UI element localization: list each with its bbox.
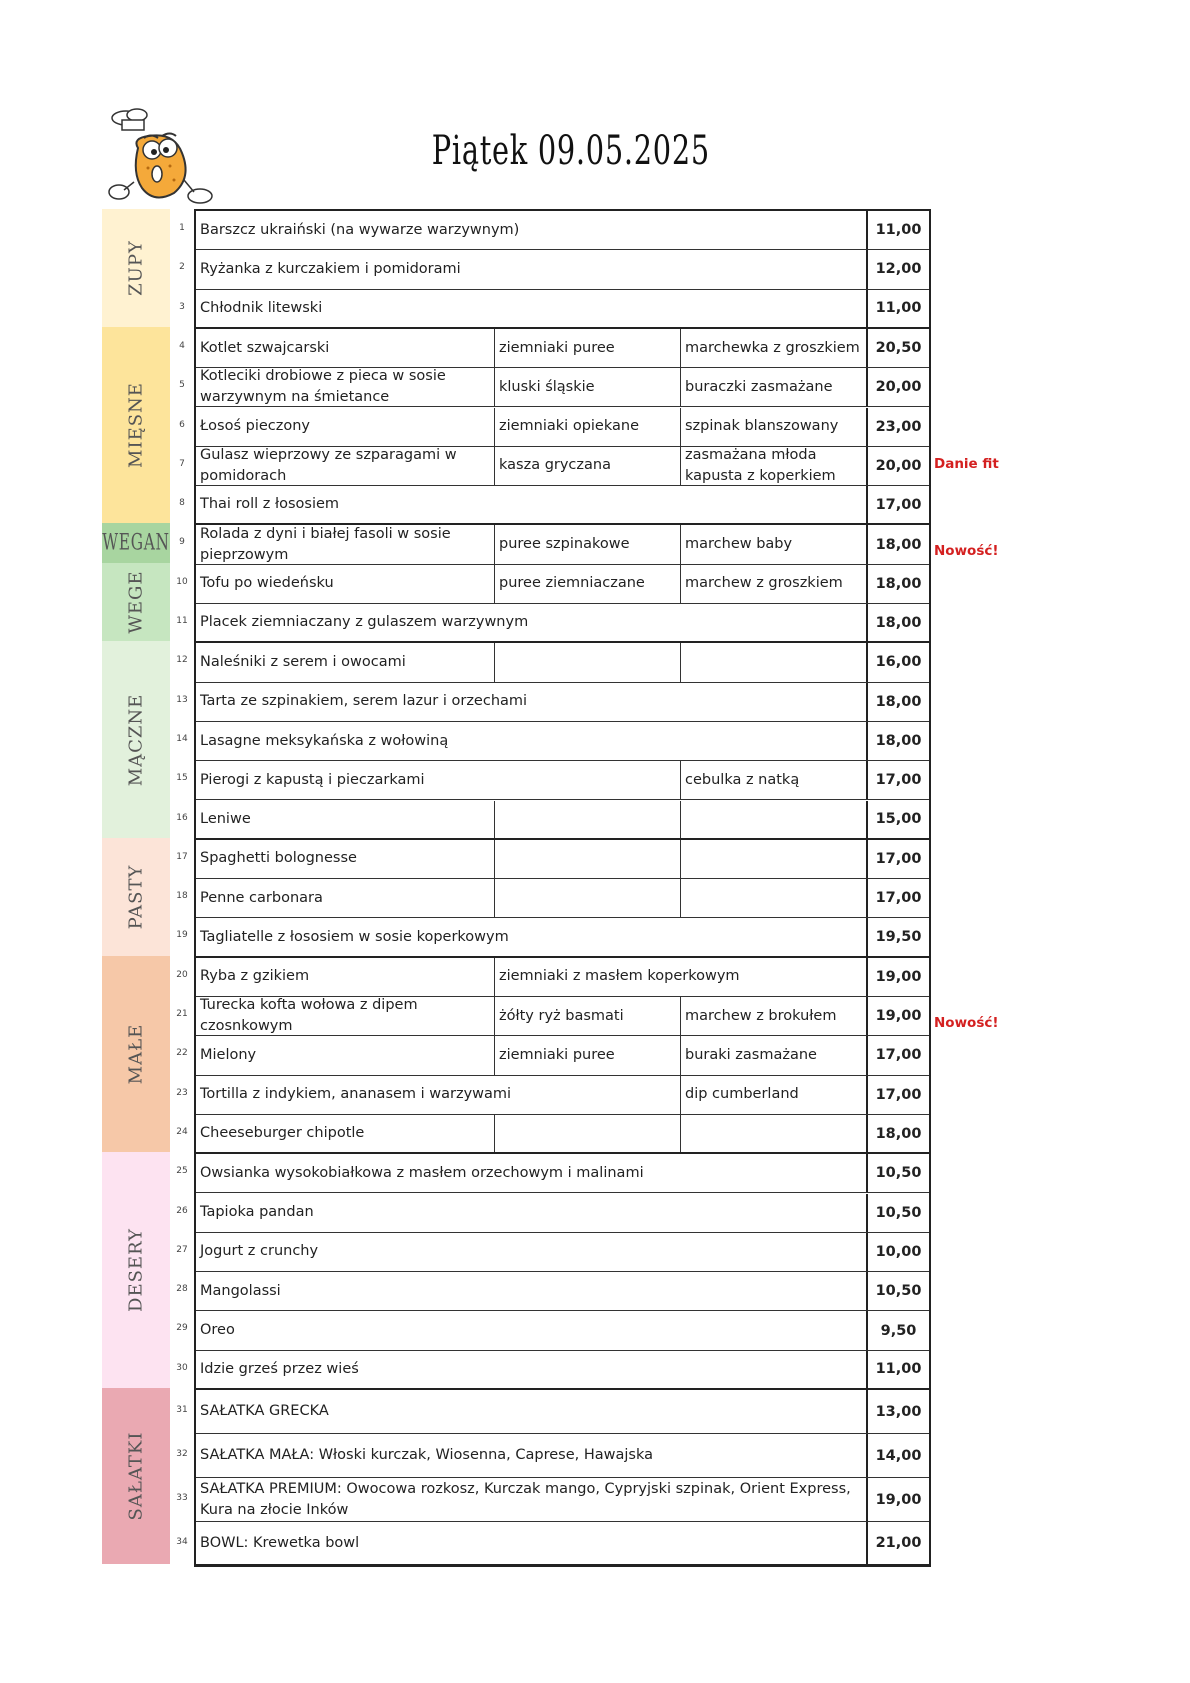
category-label: ZUPY: [125, 240, 147, 296]
category-band: [102, 327, 170, 524]
row-number: 5: [179, 380, 185, 391]
category-label: MĄCZNE: [125, 693, 147, 786]
side-dish-1: [494, 801, 680, 838]
row-number: 3: [179, 301, 185, 312]
side-dish-2: szpinak blanszowany: [680, 408, 866, 446]
row-number: 12: [176, 655, 188, 666]
dish-name: Idzie grześ przez wieś: [200, 1360, 359, 1377]
row-number: 8: [179, 498, 185, 509]
table-row: [196, 1434, 929, 1478]
category-band: [102, 838, 170, 956]
category-label: WEGE: [125, 570, 147, 634]
menu-table: [194, 209, 931, 1567]
category-label: SAŁATKI: [125, 1431, 147, 1521]
dish-name: Tortilla z indykiem, ananasem i warzywami: [200, 1086, 512, 1103]
category-label: MIĘSNE: [125, 382, 147, 469]
table-row: [196, 1076, 929, 1115]
dish-price: 13,00: [866, 1390, 929, 1433]
side-dish-2: marchewka z groszkiem: [680, 329, 866, 367]
note-badge: Danie fit: [934, 455, 999, 472]
category-band: [102, 1152, 170, 1388]
dish-name: Naleśniki z serem i owocami: [200, 653, 406, 670]
dish-name: Tofu po wiedeńsku: [200, 575, 334, 592]
dish-price: 20,50: [866, 329, 929, 367]
dish-price: 19,00: [866, 997, 929, 1035]
row-number: 13: [176, 694, 188, 705]
dish-price: 20,00: [866, 368, 929, 406]
side-dish-1: ziemniaki puree: [494, 329, 680, 367]
dish-name: BOWL: Krewetka bowl: [200, 1534, 360, 1551]
dish-price: 16,00: [866, 643, 929, 681]
dish-price: 14,00: [866, 1434, 929, 1477]
table-row: [196, 1036, 929, 1075]
dish-name: Łosoś pieczony: [200, 418, 310, 435]
table-row: [196, 722, 929, 761]
table-row: [196, 1233, 929, 1272]
note-badge: Nowość!: [934, 1015, 999, 1031]
row-number: 1: [179, 223, 185, 233]
table-row: [196, 604, 929, 643]
side-dish-1: kluski śląskie: [494, 368, 680, 406]
dish-name: Owsianka wysokobiałkowa z masłem orzechowym i malinami: [200, 1164, 644, 1181]
dish-name: Leniwe: [200, 810, 251, 827]
side-dish-2: [680, 1115, 866, 1152]
row-number: 4: [179, 340, 185, 351]
table-row: [196, 1272, 929, 1311]
dish-name: Pierogi z kapustą i pieczarkami: [200, 771, 425, 788]
dish-name: Tarta ze szpinakiem, serem lazur i orzechami: [200, 693, 528, 710]
side-dish-2: cebulka z natką: [680, 761, 866, 799]
table-row: [196, 329, 929, 368]
side-dish-2: [680, 801, 866, 838]
side-dish-2: marchew z groszkiem: [680, 565, 866, 603]
row-number: 28: [176, 1284, 188, 1295]
row-number: 24: [176, 1126, 188, 1137]
category-label: PASTY: [125, 864, 147, 930]
table-row: [196, 997, 929, 1036]
dish-name: Tagliatelle z łososiem w sosie koperkowym: [200, 928, 509, 945]
table-row: [196, 1478, 929, 1522]
row-number: 2: [179, 262, 185, 273]
dish-price: 19,00: [866, 1478, 929, 1521]
row-number: 22: [176, 1048, 188, 1059]
row-number: 11: [176, 616, 188, 626]
row-number: 27: [176, 1244, 188, 1255]
row-number: 30: [176, 1362, 188, 1373]
row-number: 7: [179, 458, 185, 469]
side-dish-1: ziemniaki z masłem koperkowym: [494, 958, 866, 996]
dish-name: Chłodnik litewski: [200, 299, 323, 316]
row-number: 17: [176, 851, 188, 862]
side-dish-1: puree szpinakowe: [494, 525, 680, 563]
row-number: 14: [176, 733, 188, 744]
row-number: 6: [179, 419, 185, 430]
dish-price: 10,50: [866, 1154, 929, 1192]
category-label: DESERY: [125, 1228, 147, 1313]
category-band: [102, 209, 170, 327]
category-band: [102, 563, 170, 642]
table-row: [196, 1522, 929, 1566]
dish-name: Mangolassi: [200, 1282, 281, 1299]
side-dish-1: ziemniaki puree: [494, 1036, 680, 1074]
dish-name: Turecka kofta wołowa z dipem czosnkowym: [200, 997, 418, 1035]
side-dish-2: dip cumberland: [680, 1076, 866, 1114]
side-dish-1: kasza gryczana: [494, 447, 680, 485]
dish-name: Penne carbonara: [200, 889, 323, 906]
side-dish-1: żółty ryż basmati: [494, 997, 680, 1035]
dish-price: 18,00: [866, 565, 929, 603]
table-row: [196, 1351, 929, 1390]
table-row: [196, 408, 929, 447]
row-number: 21: [176, 1009, 188, 1019]
dish-name: Thai roll z łososiem: [200, 496, 340, 513]
category-band: [102, 641, 170, 838]
dish-price: 18,00: [866, 683, 929, 721]
side-dish-2: [680, 840, 866, 878]
dish-price: 10,50: [866, 1194, 929, 1232]
dish-price: 17,00: [866, 761, 929, 799]
table-row: [196, 211, 929, 250]
side-dish-2: zasmażana młoda kapusta z koperkiem: [680, 447, 866, 485]
dish-name: Rolada z dyni i białej fasoli w sosie pieprzowym: [200, 525, 451, 563]
table-row: [196, 447, 929, 486]
row-number: 29: [176, 1323, 188, 1334]
dish-price: 10,50: [866, 1272, 929, 1310]
dish-price: 11,00: [866, 290, 929, 327]
dish-price: 19,50: [866, 918, 929, 955]
dish-price: 18,00: [866, 604, 929, 641]
dish-name: Barszcz ukraiński (na wywarze warzywnym): [200, 221, 520, 238]
dish-name: Ryba z gzikiem: [200, 968, 310, 985]
table-row: [196, 1154, 929, 1193]
side-dish-2: buraki zasmażane: [680, 1036, 866, 1074]
dish-name: SAŁATKA PREMIUM: Owocowa rozkosz, Kurczak mango, Cypryjski szpinak, Orient Express, Kura na złocie Inków: [200, 1480, 851, 1518]
dish-price: 18,00: [866, 525, 929, 563]
side-dish-1: [494, 643, 680, 681]
dish-name: Jogurt z crunchy: [200, 1243, 319, 1260]
dish-name: Lasagne meksykańska z wołowiną: [200, 732, 449, 749]
table-row: [196, 761, 929, 800]
dish-price: 19,00: [866, 958, 929, 996]
dish-price: 17,00: [866, 1076, 929, 1114]
dish-price: 18,00: [866, 722, 929, 760]
row-number: 9: [179, 537, 185, 548]
side-dish-1: [494, 1115, 680, 1152]
category-band: [102, 1388, 170, 1564]
dish-name: Kotleciki drobiowe z pieca w sosie warzywnym na śmietance: [200, 368, 446, 406]
table-row: [196, 1115, 929, 1154]
side-dish-1: puree ziemniaczane: [494, 565, 680, 603]
dish-price: 9,50: [866, 1311, 929, 1349]
table-row: [196, 368, 929, 407]
row-number: 19: [176, 930, 188, 941]
table-row: [196, 1194, 929, 1233]
side-dish-1: [494, 840, 680, 878]
dish-price: 11,00: [866, 211, 929, 249]
dish-name: Gulasz wieprzowy ze szparagami w pomidorach: [200, 446, 457, 484]
dish-price: 17,00: [866, 486, 929, 523]
dish-name: SAŁATKA MAŁA: Włoski kurczak, Wiosenna, Caprese, Hawajska: [200, 1447, 653, 1463]
dish-price: 23,00: [866, 408, 929, 446]
table-row: [196, 565, 929, 604]
table-row: [196, 1390, 929, 1434]
side-dish-2: buraczki zasmażane: [680, 368, 866, 406]
dish-name: Oreo: [200, 1322, 235, 1339]
category-label: WEGAN: [102, 530, 170, 556]
dish-name: Spaghetti bolognesse: [200, 850, 357, 867]
row-number: 16: [176, 812, 188, 823]
table-row: [196, 958, 929, 997]
row-number: 23: [176, 1087, 188, 1098]
dish-price: 10,00: [866, 1233, 929, 1271]
table-row: [196, 290, 929, 329]
dish-name: Tapioka pandan: [200, 1204, 314, 1221]
row-number: 18: [176, 891, 188, 902]
dish-price: 12,00: [866, 250, 929, 288]
table-row: [196, 643, 929, 682]
table-row: [196, 801, 929, 840]
side-dish-2: marchew baby: [680, 525, 866, 563]
side-dish-2: [680, 643, 866, 681]
row-number: 10: [176, 576, 188, 587]
side-dish-2: [680, 879, 866, 917]
dish-price: 17,00: [866, 879, 929, 917]
row-number: 15: [176, 773, 188, 784]
dish-price: 17,00: [866, 1036, 929, 1074]
dish-name: Cheeseburger chipotle: [200, 1125, 365, 1142]
table-row: [196, 250, 929, 289]
row-number: 31: [176, 1405, 188, 1415]
dish-name: Ryżanka z kurczakiem i pomidorami: [200, 260, 461, 277]
dish-price: 18,00: [866, 1115, 929, 1152]
side-dish-1: ziemniaki opiekane: [494, 408, 680, 446]
side-dish-2: marchew z brokułem: [680, 997, 866, 1035]
dish-name: Placek ziemniaczany z gulaszem warzywnym: [200, 614, 529, 631]
dish-name: SAŁATKA GRECKA: [200, 1403, 329, 1419]
page-title: Piątek 09.05.2025: [431, 128, 710, 174]
side-dish-1: [494, 879, 680, 917]
row-number: 32: [176, 1449, 188, 1459]
dish-price: 17,00: [866, 840, 929, 878]
category-label: MAŁE: [125, 1023, 147, 1085]
row-number: 26: [176, 1205, 188, 1216]
dish-price: 11,00: [866, 1351, 929, 1388]
table-row: [196, 1311, 929, 1350]
category-band: [102, 523, 170, 562]
row-number: 25: [176, 1166, 188, 1177]
chef-potato-mascot-icon: [104, 108, 226, 210]
table-row: [196, 525, 929, 564]
dish-price: 20,00: [866, 447, 929, 485]
dish-price: 15,00: [866, 801, 929, 838]
table-row: [196, 918, 929, 957]
note-badge: Nowość!: [934, 543, 999, 560]
dish-price: 21,00: [866, 1522, 929, 1564]
row-number: 33: [176, 1493, 188, 1503]
row-number: 20: [176, 969, 188, 980]
table-row: [196, 486, 929, 525]
dish-name: Mielony: [200, 1046, 257, 1063]
category-band: [102, 956, 170, 1153]
row-number: 34: [176, 1537, 188, 1547]
table-row: [196, 840, 929, 879]
table-row: [196, 683, 929, 722]
table-row: [196, 879, 929, 918]
dish-name: Kotlet szwajcarski: [200, 339, 330, 356]
